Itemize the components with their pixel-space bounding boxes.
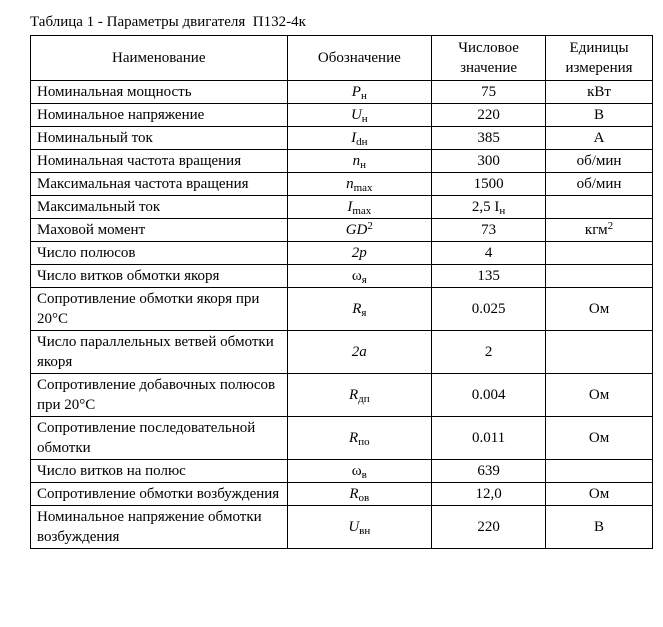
table-row <box>31 81 653 104</box>
table-row <box>31 460 653 483</box>
param-name: Номинальное напряжение <box>31 104 288 127</box>
table-row <box>31 127 653 150</box>
param-symbol: $I_{max}$ <box>287 196 432 219</box>
table-row <box>31 288 653 331</box>
table-body <box>31 81 653 549</box>
param-value: 12,0 <box>432 483 546 506</box>
param-name: Число полюсов <box>31 242 288 265</box>
table-row <box>31 219 653 242</box>
param-name: Число параллельных ветвей обмотки якоря <box>31 331 288 374</box>
param-value: 73 <box>432 219 546 242</box>
param-value: 1500 <box>432 173 546 196</box>
param-symbol: $R_{по}$ <box>287 417 432 460</box>
param-name: Максимальная частота вращения <box>31 173 288 196</box>
param-unit: Ом <box>546 483 653 506</box>
param-name: Число витков обмотки якоря <box>31 265 288 288</box>
param-symbol: $U_{вн}$ <box>287 506 432 549</box>
param-value: 385 <box>432 127 546 150</box>
param-value: 0.011 <box>432 417 546 460</box>
param-unit: об/мин <box>546 150 653 173</box>
param-value: 2,5 $I_н$ <box>432 196 546 219</box>
param-name: Число витков на полюс <box>31 460 288 483</box>
table-row <box>31 417 653 460</box>
param-unit <box>546 460 653 483</box>
param-value: 220 <box>432 506 546 549</box>
param-name: Маховой момент <box>31 219 288 242</box>
col-header-value: Числовое значение <box>432 36 546 81</box>
param-unit: Ом <box>546 417 653 460</box>
param-unit: кгм$^2$ <box>546 219 653 242</box>
param-name: Сопротивление обмотки якоря при 20°С <box>31 288 288 331</box>
table-row <box>31 104 653 127</box>
param-value: 639 <box>432 460 546 483</box>
param-value: 4 <box>432 242 546 265</box>
param-symbol: $n_{max}$ <box>287 173 432 196</box>
param-value: 0.004 <box>432 374 546 417</box>
param-value: 300 <box>432 150 546 173</box>
param-unit <box>546 265 653 288</box>
param-name: Номинальное напряжение обмотки возбуждения <box>31 506 288 549</box>
param-value: 135 <box>432 265 546 288</box>
param-unit: Ом <box>546 374 653 417</box>
col-header-name: Наименование <box>31 36 288 81</box>
param-symbol: $R_я$ <box>287 288 432 331</box>
param-symbol: $n_н$ <box>287 150 432 173</box>
param-symbol: 2p <box>287 242 432 265</box>
param-symbol: $R_{дп}$ <box>287 374 432 417</box>
table-row <box>31 196 653 219</box>
header-row <box>31 36 653 81</box>
param-value: 0.025 <box>432 288 546 331</box>
table-row <box>31 150 653 173</box>
param-name: Номинальный ток <box>31 127 288 150</box>
table-row <box>31 242 653 265</box>
param-symbol: $GD^2$ <box>287 219 432 242</box>
param-name: Сопротивление обмотки возбуждения <box>31 483 288 506</box>
param-unit: В <box>546 506 653 549</box>
table-row <box>31 331 653 374</box>
table-caption: Таблица 1 - Параметры двигателя П132-4к <box>30 14 306 30</box>
param-name: Сопротивление добавочных полюсов при 20°С <box>31 374 288 417</box>
param-name: Максимальный ток <box>31 196 288 219</box>
table-row <box>31 374 653 417</box>
param-name: Сопротивление последовательной обмотки <box>31 417 288 460</box>
param-unit: кВт <box>546 81 653 104</box>
param-symbol: $P_н$ <box>287 81 432 104</box>
param-symbol: $U_н$ <box>287 104 432 127</box>
param-unit <box>546 331 653 374</box>
col-header-unit: Единицы измерения <box>546 36 653 81</box>
param-value: 2 <box>432 331 546 374</box>
param-symbol: 2a <box>287 331 432 374</box>
param-unit <box>546 242 653 265</box>
param-symbol: $\omega_я$ <box>287 265 432 288</box>
param-value: 75 <box>432 81 546 104</box>
param-symbol: $R_{ов}$ <box>287 483 432 506</box>
col-header-symbol: Обозначение <box>287 36 432 81</box>
engine-parameters-table <box>30 35 653 549</box>
table-row <box>31 265 653 288</box>
table-row <box>31 173 653 196</box>
table-row <box>31 483 653 506</box>
param-symbol: $\omega_в$ <box>287 460 432 483</box>
param-name: Номинальная частота вращения <box>31 150 288 173</box>
param-unit: А <box>546 127 653 150</box>
param-value: 220 <box>432 104 546 127</box>
param-unit: об/мин <box>546 173 653 196</box>
param-unit: В <box>546 104 653 127</box>
param-unit <box>546 196 653 219</box>
table-row <box>31 506 653 549</box>
param-unit: Ом <box>546 288 653 331</box>
param-symbol: $I_{dн}$ <box>287 127 432 150</box>
param-name: Номинальная мощность <box>31 81 288 104</box>
